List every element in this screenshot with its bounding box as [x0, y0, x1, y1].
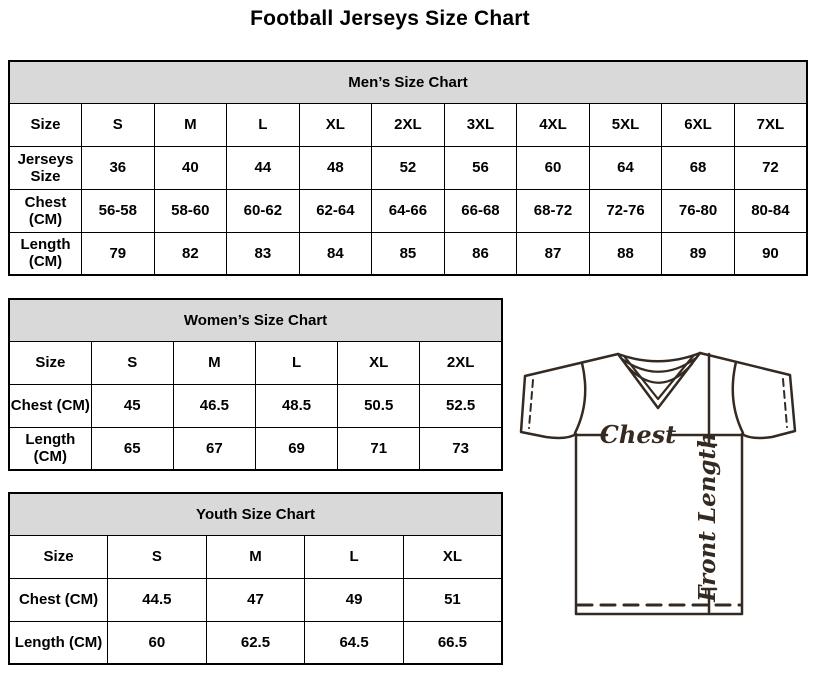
value-cell: 45 [91, 384, 173, 427]
value-cell: L [305, 535, 404, 578]
value-cell: 52.5 [420, 384, 502, 427]
value-cell: 88 [589, 232, 662, 275]
table-row [9, 232, 807, 275]
row-label: Length (CM) [9, 232, 82, 275]
row-label: Length (CM) [9, 621, 108, 664]
value-cell: 72 [734, 146, 807, 189]
value-cell: S [108, 535, 207, 578]
value-cell: 62.5 [206, 621, 305, 664]
value-cell: 71 [338, 427, 420, 470]
row-label: Length (CM) [9, 427, 91, 470]
value-cell: 5XL [589, 103, 662, 146]
value-cell: 50.5 [338, 384, 420, 427]
value-cell: 66-68 [444, 189, 517, 232]
jersey-measurement-diagram [512, 338, 812, 630]
value-cell: 60-62 [227, 189, 300, 232]
value-cell: M [206, 535, 305, 578]
value-cell: 86 [444, 232, 517, 275]
value-cell: 49 [305, 578, 404, 621]
value-cell: 36 [82, 146, 155, 189]
front-length-measure-label: Front Length [694, 432, 721, 602]
row-label: Jerseys Size [9, 146, 82, 189]
value-cell: 60 [517, 146, 590, 189]
jersey-outline [521, 353, 795, 614]
row-label: Chest (CM) [9, 578, 108, 621]
value-cell: 85 [372, 232, 445, 275]
value-cell: 64-66 [372, 189, 445, 232]
value-cell: 89 [662, 232, 735, 275]
value-cell: 40 [154, 146, 227, 189]
value-cell: 51 [403, 578, 502, 621]
right-cuff-dashed-line [783, 379, 787, 427]
value-cell: 48 [299, 146, 372, 189]
value-cell: 90 [734, 232, 807, 275]
table-title-row [9, 299, 502, 341]
value-cell: 80-84 [734, 189, 807, 232]
value-cell: XL [338, 341, 420, 384]
value-cell: 87 [517, 232, 590, 275]
youth-size-table [8, 492, 503, 665]
value-cell: 72-76 [589, 189, 662, 232]
value-cell: 6XL [662, 103, 735, 146]
value-cell: 56-58 [82, 189, 155, 232]
value-cell: XL [403, 535, 502, 578]
table-row [9, 341, 502, 384]
left-sleeve-seam [575, 363, 585, 433]
value-cell: 2XL [420, 341, 502, 384]
table-row [9, 146, 807, 189]
value-cell: 68-72 [517, 189, 590, 232]
value-cell: 68 [662, 146, 735, 189]
page-title: Football Jerseys Size Chart [250, 7, 530, 30]
value-cell: 69 [255, 427, 337, 470]
value-cell: 47 [206, 578, 305, 621]
row-label: Size [9, 535, 108, 578]
youth-table-body [9, 535, 502, 664]
value-cell: 76-80 [662, 189, 735, 232]
value-cell: XL [299, 103, 372, 146]
value-cell: L [227, 103, 300, 146]
value-cell: S [91, 341, 173, 384]
value-cell: 7XL [734, 103, 807, 146]
jersey-diagram-svg [512, 338, 812, 630]
table-row [9, 578, 502, 621]
womens-table-body [9, 341, 502, 470]
table-row [9, 427, 502, 470]
value-cell: 44.5 [108, 578, 207, 621]
value-cell: 56 [444, 146, 517, 189]
table-row [9, 103, 807, 146]
mens-table-body [9, 103, 807, 275]
value-cell: 83 [227, 232, 300, 275]
table-row [9, 535, 502, 578]
table-title-row [9, 493, 502, 535]
mens-size-table [8, 60, 808, 276]
row-label: Chest (CM) [9, 189, 82, 232]
row-label: Size [9, 341, 91, 384]
value-cell: 58-60 [154, 189, 227, 232]
value-cell: M [173, 341, 255, 384]
womens-size-table [8, 298, 503, 471]
value-cell: 73 [420, 427, 502, 470]
value-cell: 79 [82, 232, 155, 275]
value-cell: 3XL [444, 103, 517, 146]
value-cell: 82 [154, 232, 227, 275]
value-cell: 52 [372, 146, 445, 189]
value-cell: 4XL [517, 103, 590, 146]
value-cell: 46.5 [173, 384, 255, 427]
value-cell: 64.5 [305, 621, 404, 664]
value-cell: 62-64 [299, 189, 372, 232]
table-title-row [9, 61, 807, 103]
value-cell: 2XL [372, 103, 445, 146]
value-cell: 44 [227, 146, 300, 189]
youth-table-title: Youth Size Chart [9, 493, 502, 535]
mens-table-title: Men’s Size Chart [9, 61, 807, 103]
table-row [9, 384, 502, 427]
womens-table-title: Women’s Size Chart [9, 299, 502, 341]
value-cell: 48.5 [255, 384, 337, 427]
value-cell: 65 [91, 427, 173, 470]
right-sleeve-seam [733, 362, 743, 433]
value-cell: 84 [299, 232, 372, 275]
value-cell: S [82, 103, 155, 146]
chest-measure-label: Chest [599, 420, 677, 449]
value-cell: M [154, 103, 227, 146]
value-cell: 64 [589, 146, 662, 189]
row-label: Size [9, 103, 82, 146]
value-cell: 66.5 [403, 621, 502, 664]
table-row [9, 189, 807, 232]
value-cell: 60 [108, 621, 207, 664]
row-label: Chest (CM) [9, 384, 91, 427]
table-row [9, 621, 502, 664]
value-cell: 67 [173, 427, 255, 470]
left-cuff-dashed-line [529, 380, 533, 428]
value-cell: L [255, 341, 337, 384]
